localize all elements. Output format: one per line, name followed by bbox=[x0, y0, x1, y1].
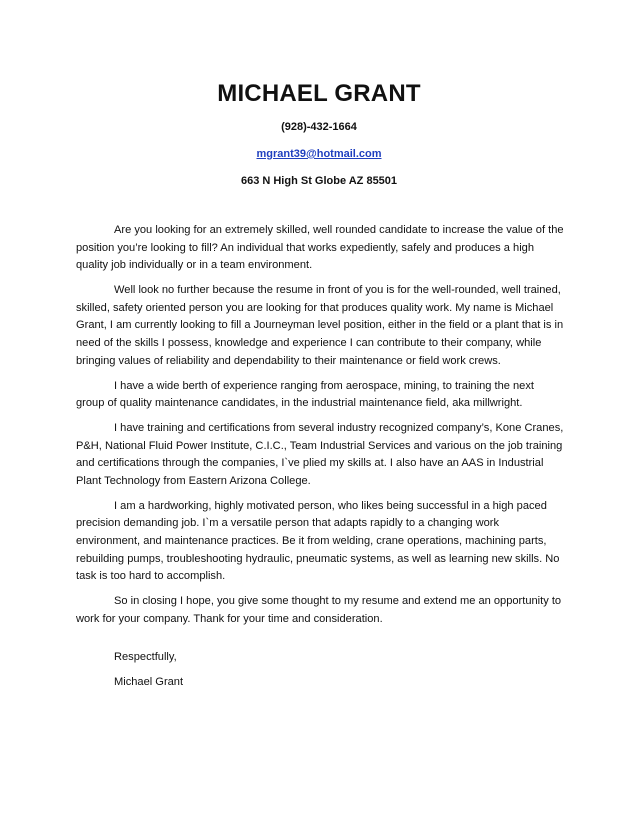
paragraph-closing: So in closing I hope, you give some thought to my resume and extend me an opportunity to work for your company. Thank for your time and consideration. bbox=[76, 595, 562, 625]
signature-name: Michael Grant bbox=[114, 676, 184, 688]
email-link[interactable]: mgrant39@hotmail.com bbox=[256, 148, 382, 160]
phone-number: (928)-432-1664 bbox=[281, 121, 357, 133]
mailing-address: 663 N High St Globe AZ 85501 bbox=[240, 175, 398, 187]
paragraph-certifications: I have training and certifications from several industry recognized company’s, Kone Cranes, P&H, National Fluid Power Institute, C.I.C., Team Industrial Services and various on the job training and certifications through the companies, I`ve plied my skills at. I also have an AAS in Industrial Plant Technology from Eastern Arizona College. bbox=[76, 422, 564, 487]
letter-body bbox=[76, 222, 564, 636]
salutation: Respectfully, bbox=[114, 651, 177, 663]
paragraph-work-ethic: I am a hardworking, highly motivated person, who likes being successful in a high paced precision demanding job. I`m a versatile person that adapts rapidly to a changing work environment, and maintenance practices. Be it from welding, crane operations, machining parts, rebuilding pumps, troubleshooting hydraulic, pneumatic systems, as well as learning new skills. No task is too hard to accomplish. bbox=[76, 499, 560, 583]
paragraph-experience: I have a wide berth of experience ranging from aerospace, mining, to training the next group of quality maintenance candidates, in the industrial maintenance field, aka millwright. bbox=[76, 379, 534, 410]
paragraph-intro: Are you looking for an extremely skilled, well rounded candidate to increase the value of the position you’re looking to fill? An individual that works expediently, safely and produces a high quality job individually or in a team environment. bbox=[76, 224, 564, 272]
applicant-name: MICHAEL GRANT bbox=[217, 80, 421, 107]
paragraph-qualifications: Well look no further because the resume in front of you is for the well-rounded, well trained, skilled, safety oriented person you are looking for that produces quality work. My name is Michael Grant, I am currently looking to fill a Journeyman level position, either in the field or a plant that is in need of the skills I possess, knowledge and experience I can contribute to their company, while bringing values of reliability and dependability to their maintenance or field work crews. bbox=[76, 284, 564, 367]
